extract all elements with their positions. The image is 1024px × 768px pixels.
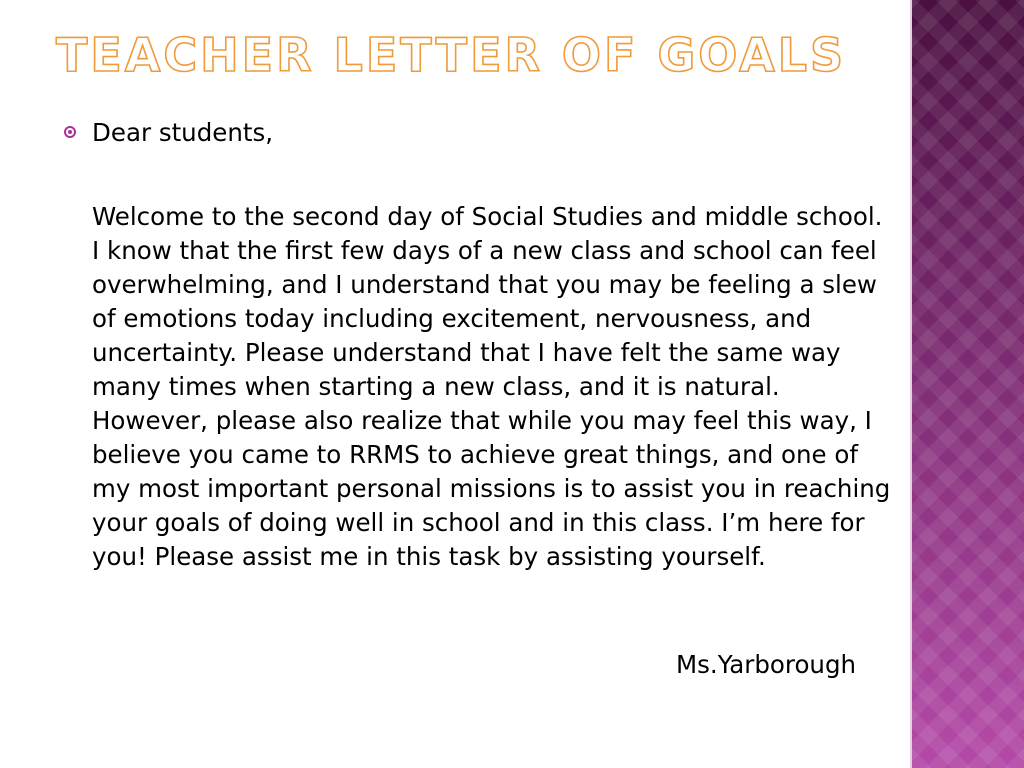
letter-greeting: Dear students,: [92, 118, 274, 147]
slide-title: TEACHER LETTER OF GOALS: [56, 28, 847, 82]
bullet-row: [64, 116, 894, 150]
bullet-icon: [64, 126, 76, 138]
letter-body: Welcome to the second day of Social Studies and middle school. I know that the first few days of a new class and school can feel overwhelming, and I understand that you may be feeling a slew of emotions today including excitement, nervousness, and uncertainty. Please understand that I have felt the same way many times when starting a new class, and it is natural. However, please also realize that while you may feel this way, I believe you came to RRMS to achieve great things, and one of my most important personal missions is to assist you in reaching your goals of doing well in school and in this class. I’m here for you! Please assist me in this task by assisting yourself.: [92, 202, 891, 571]
decorative-side-panel: [912, 0, 1024, 768]
slide-content: [64, 116, 894, 574]
letter-signature: Ms.Yarborough: [676, 650, 857, 679]
